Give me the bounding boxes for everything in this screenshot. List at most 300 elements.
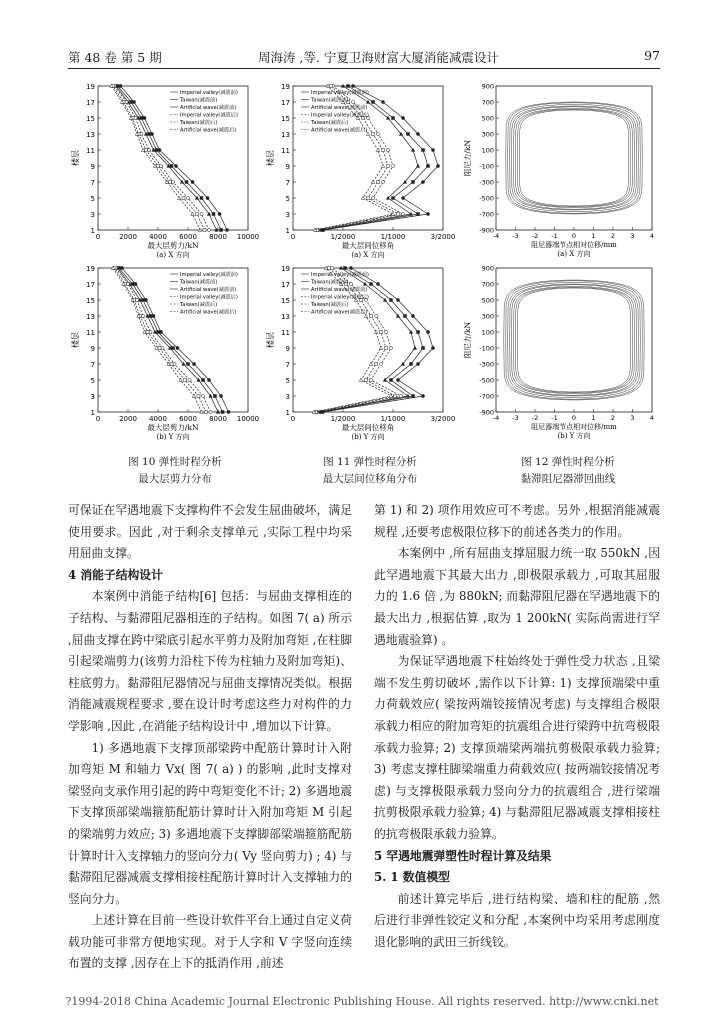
data-point xyxy=(218,212,221,215)
data-point xyxy=(376,282,379,285)
data-point xyxy=(141,148,144,151)
x-tick-label: 2000 xyxy=(119,233,137,241)
data-point xyxy=(149,315,152,318)
data-point xyxy=(379,346,382,349)
hysteresis-loop xyxy=(518,109,631,207)
left-text-column xyxy=(68,500,352,975)
x-tick-label: -1 xyxy=(551,232,558,240)
y-tick-label: 7 xyxy=(285,179,290,187)
right-text-column xyxy=(374,500,660,953)
data-point xyxy=(409,212,412,215)
data-point xyxy=(197,395,200,398)
data-point xyxy=(382,149,385,152)
fig12-caption xyxy=(488,454,648,488)
y-tick-label: 1 xyxy=(90,227,95,235)
legend-entry: Artificial wave(减震后) xyxy=(311,309,368,316)
data-point xyxy=(330,266,333,269)
fig12b-panel xyxy=(462,262,662,442)
y-tick-label: 3 xyxy=(90,393,95,401)
data-point xyxy=(227,410,230,413)
data-point xyxy=(157,331,160,334)
data-point xyxy=(417,213,420,216)
x-tick-label: -4 xyxy=(492,232,500,240)
data-point xyxy=(416,362,419,365)
data-point xyxy=(173,362,176,365)
data-point xyxy=(422,149,425,152)
y-tick-label: -700 xyxy=(479,210,494,219)
data-point xyxy=(416,164,419,167)
data-point xyxy=(367,197,370,200)
x-tick-label: 8000 xyxy=(209,233,227,241)
data-point xyxy=(370,315,373,318)
hysteresis-loop xyxy=(512,106,637,210)
x-tick-label: 8000 xyxy=(209,415,227,423)
y-tick-label: 9 xyxy=(285,345,290,353)
copyright-footer: ?1994-2018 China Academic Journal Electronic Publishing House. All rights reserved. http://www.cnki.net xyxy=(65,995,659,1008)
legend-entry: Artificial wave(减震前) xyxy=(311,105,368,111)
y-tick-label: 11 xyxy=(281,147,290,155)
data-point xyxy=(396,378,399,381)
hysteresis-loop xyxy=(514,107,635,209)
data-point xyxy=(396,298,399,301)
y-tick-label: 3 xyxy=(90,211,95,219)
data-point xyxy=(159,330,162,333)
data-point xyxy=(416,132,419,135)
data-point xyxy=(214,395,217,398)
legend-entry: Taiwan(减震后) xyxy=(180,302,218,308)
data-point xyxy=(399,394,402,397)
body-paragraph: 可保证在罕遇地震下支撑构件不会发生屈曲破坏，满足使用要求。因此 ,对于剩余支撑单元 ,实际工程中均采用屈曲支撑。 xyxy=(68,503,352,561)
body-paragraph: 前述计算完毕后 ,进行结构梁、墙和柱的配筋 ,然后进行非弹性铰定义和分配 ,本案例中均采用考虑刚度退化影响的武田三折线铰。 xyxy=(374,891,660,949)
data-point xyxy=(349,282,352,285)
data-point xyxy=(404,315,407,318)
panel-subtitle: (a) X 方向 xyxy=(557,250,591,258)
data-point xyxy=(381,100,384,103)
data-point xyxy=(134,282,137,285)
y-tick-label: 15 xyxy=(281,115,290,123)
x-tick-label: -2 xyxy=(531,232,539,240)
data-point xyxy=(375,363,378,366)
data-point xyxy=(397,213,400,216)
y-tick-label: 7 xyxy=(285,361,290,369)
data-point xyxy=(131,283,134,286)
data-point xyxy=(379,362,382,365)
data-point xyxy=(374,314,377,317)
legend-entry: Taiwan(减震后) xyxy=(180,120,218,126)
data-point xyxy=(372,101,375,104)
data-point xyxy=(140,132,143,135)
data-point xyxy=(401,212,404,215)
legend-entry: Taiwan(减震后) xyxy=(311,120,349,126)
x-tick-label: 4 xyxy=(649,414,655,422)
data-point xyxy=(171,180,174,183)
data-point xyxy=(219,394,222,397)
data-point xyxy=(207,378,210,381)
y-tick-label: -700 xyxy=(479,392,494,401)
data-point xyxy=(407,133,410,136)
y-tick-label: -500 xyxy=(479,376,494,385)
data-point xyxy=(351,100,354,103)
y-tick-label: 17 xyxy=(281,281,290,289)
data-point xyxy=(370,283,373,286)
y-tick-label: -100 xyxy=(479,344,494,353)
data-point xyxy=(196,213,199,216)
y-tick-label: 300 xyxy=(481,312,494,321)
fig11-caption xyxy=(295,454,445,488)
y-tick-label: 700 xyxy=(481,98,494,107)
fig10-caption xyxy=(100,454,250,488)
y-tick-label: 17 xyxy=(86,281,95,289)
data-point xyxy=(384,330,387,333)
y-tick-label: 17 xyxy=(86,99,95,107)
hysteresis-loop xyxy=(514,286,635,393)
x-tick-label: 0 xyxy=(571,232,577,240)
x-tick-label: 3 xyxy=(630,414,635,422)
y-tick-label: 13 xyxy=(86,313,95,321)
data-point xyxy=(206,196,209,199)
legend-entry: Taiwan(减震前) xyxy=(180,279,218,286)
panel-subtitle: (a) X 方向 xyxy=(156,251,190,259)
x-tick-label: 0 xyxy=(95,415,101,423)
x-tick-label: 2 xyxy=(610,414,616,422)
data-point xyxy=(200,197,203,200)
data-point xyxy=(147,148,150,151)
x-tick-label: 1 xyxy=(591,232,596,240)
x-tick-label: 4 xyxy=(649,232,655,240)
x-tick-label: -2 xyxy=(531,414,539,422)
data-point xyxy=(390,379,393,382)
x-tick-label: 2 xyxy=(610,232,616,240)
y-tick-label: 11 xyxy=(281,329,290,337)
legend-entry: Artificial wave(减震后) xyxy=(180,309,237,316)
legend-entry: Artificial wave(减震前) xyxy=(180,105,237,111)
x-tick-label: 3/2000 xyxy=(430,415,456,423)
data-point xyxy=(411,314,414,317)
plot-frame xyxy=(496,268,652,412)
data-point xyxy=(145,149,148,152)
legend-entry: Artificial wave(减震前) xyxy=(180,287,237,293)
hysteresis-loop xyxy=(510,104,639,211)
data-point xyxy=(421,180,424,183)
data-point xyxy=(209,410,212,413)
hysteresis-loop xyxy=(504,280,644,400)
data-point xyxy=(170,165,173,168)
data-point xyxy=(330,85,333,88)
x-tick-label: 0 xyxy=(95,233,101,241)
y-tick-label: 100 xyxy=(481,146,494,155)
data-point xyxy=(119,84,122,87)
fig10a-panel xyxy=(70,80,265,260)
data-point xyxy=(377,181,380,184)
data-point xyxy=(225,228,228,231)
x-tick-label: -4 xyxy=(492,414,500,422)
y-tick-label: 1 xyxy=(285,227,290,235)
data-point xyxy=(427,165,430,168)
y-axis-label: 楼层 xyxy=(266,332,275,348)
x-tick-label: 0 xyxy=(290,233,296,241)
x-tick-label: 10000 xyxy=(236,415,260,423)
hysteresis-loop xyxy=(516,108,633,207)
data-point xyxy=(366,100,369,103)
panel-subtitle: (b) Y 方向 xyxy=(351,433,385,441)
data-point xyxy=(202,379,205,382)
fig11-caption-line2: 最大层间位移角分布 xyxy=(322,473,418,485)
y-tick-label: 7 xyxy=(90,179,95,187)
data-point xyxy=(188,378,191,381)
hysteresis-loop xyxy=(516,287,633,393)
data-point xyxy=(361,196,364,199)
data-point xyxy=(157,165,160,168)
data-point xyxy=(390,299,393,302)
data-point xyxy=(134,116,137,119)
data-point xyxy=(130,101,133,104)
data-point xyxy=(381,164,384,167)
data-point xyxy=(172,347,175,350)
y-tick-label: 11 xyxy=(86,329,95,337)
x-tick-label: -3 xyxy=(512,232,519,240)
y-tick-label: 19 xyxy=(86,83,95,91)
data-point xyxy=(207,228,210,231)
data-point xyxy=(406,394,409,397)
data-point xyxy=(351,84,354,87)
y-tick-label: 5 xyxy=(90,195,95,203)
data-point xyxy=(426,330,429,333)
y-tick-label: 9 xyxy=(90,163,95,171)
hysteresis-loop xyxy=(519,110,628,206)
legend-entry: Artificial wave(减震前) xyxy=(311,287,368,293)
legend-entry: Taiwan(减震后) xyxy=(311,302,349,308)
data-point xyxy=(176,346,179,349)
data-point xyxy=(412,181,415,184)
data-point xyxy=(200,212,203,215)
hysteresis-loop xyxy=(512,285,637,395)
x-axis-label: 阻尼器端节点相对位移/mm xyxy=(531,423,617,431)
data-point xyxy=(185,181,188,184)
fig11a-panel xyxy=(265,80,460,260)
data-point xyxy=(426,212,429,215)
y-axis-label: 楼层 xyxy=(71,150,80,166)
data-point xyxy=(421,394,424,397)
body-paragraph: 为保证罕遇地震下柱始终处于弹性受力状态 ,且梁端不发生剪切破坏 ,需作以下计算: 1) 支撑顶端梁中重力荷载效应( 梁按两端铰接情况考虑) 与支撑组合极限承载力相应的附加弯矩的抗震组合进行梁跨中抗弯极限承载力验算; 2) 支撑顶端梁两端抗剪极限承载力验算; 3) 考虑支撑柱脚梁端重力荷载效应( 按两端铰接情况考虑) 与支撑极限承载力竖向分力的抗震组合 ,进行梁端抗剪极限承载力验算; 4) 与黏滞阻尼器减震支撑相接柱的抗弯极限承载力验算。 xyxy=(374,654,660,841)
section-heading: 5 罕遇地震弹塑性时程计算及结果 xyxy=(374,848,552,863)
legend-entry: Imperial valley(减震前) xyxy=(311,90,369,96)
data-point xyxy=(221,411,224,414)
panel-subtitle: (b) Y 方向 xyxy=(557,432,591,440)
y-axis-label: 阻尼力/kN xyxy=(463,321,472,359)
data-point xyxy=(141,314,144,317)
legend-entry: Artificial wave(减震后) xyxy=(311,127,368,134)
data-point xyxy=(347,85,350,88)
data-point xyxy=(431,346,434,349)
y-tick-label: 13 xyxy=(86,131,95,139)
x-tick-label: 3 xyxy=(630,232,635,240)
y-tick-label: -500 xyxy=(479,194,494,203)
x-tick-label: 6000 xyxy=(179,233,197,241)
x-tick-label: -3 xyxy=(512,414,519,422)
y-tick-label: -900 xyxy=(479,408,494,417)
data-point xyxy=(401,116,404,119)
x-tick-label: 1/2000 xyxy=(330,233,356,241)
data-point xyxy=(369,378,372,381)
y-tick-label: 9 xyxy=(90,345,95,353)
data-point xyxy=(120,266,123,269)
legend-entry: Imperial valley(减震前) xyxy=(311,272,369,278)
y-tick-label: -300 xyxy=(479,178,494,187)
y-tick-label: 1 xyxy=(90,409,95,417)
data-point xyxy=(186,196,189,199)
data-point xyxy=(170,363,173,366)
fig12-caption-line1: 图 12 弹性时程分析 xyxy=(521,456,615,468)
data-point xyxy=(144,132,147,135)
data-point xyxy=(142,299,145,302)
panel-subtitle: (a) X 方向 xyxy=(351,251,385,259)
section-heading: 5. 1 数值模型 xyxy=(374,870,450,885)
data-point xyxy=(144,298,147,301)
data-point xyxy=(135,298,138,301)
y-tick-label: 900 xyxy=(481,264,494,273)
hysteresis-loop xyxy=(506,281,643,399)
data-point xyxy=(153,164,156,167)
fig10-caption-line2: 最大层剪力分布 xyxy=(138,473,212,485)
fig10-caption-line1: 图 10 弹性时程分析 xyxy=(128,456,222,468)
y-tick-label: 17 xyxy=(281,99,290,107)
y-tick-label: 500 xyxy=(481,296,494,305)
data-point xyxy=(386,148,389,151)
data-point xyxy=(220,229,223,232)
page-number: 97 xyxy=(644,48,660,63)
data-point xyxy=(146,331,149,334)
y-tick-label: 15 xyxy=(86,115,95,123)
data-point xyxy=(143,116,146,119)
legend-entry: Taiwan(减震前) xyxy=(311,279,349,286)
data-point xyxy=(371,196,374,199)
data-point xyxy=(365,379,368,382)
data-point xyxy=(191,180,194,183)
y-tick-label: 3 xyxy=(285,393,290,401)
data-point xyxy=(422,347,425,350)
volume-issue: 第 48 卷 第 5 期 xyxy=(68,50,162,65)
data-point xyxy=(392,117,395,120)
data-point xyxy=(155,346,158,349)
x-tick-label: 0 xyxy=(290,415,296,423)
legend-entry: Imperial valley(减震后) xyxy=(311,112,369,119)
x-tick-label: -1 xyxy=(551,414,558,422)
x-axis-label: 阻尼器端节点相对位移/mm xyxy=(531,241,617,249)
y-tick-label: 5 xyxy=(285,377,290,385)
y-tick-label: 300 xyxy=(481,130,494,139)
hysteresis-loop xyxy=(508,282,641,397)
y-tick-label: 19 xyxy=(86,265,95,273)
y-tick-label: 19 xyxy=(281,83,290,91)
data-point xyxy=(152,314,155,317)
x-axis-label: 最大层剪力/kN xyxy=(147,423,199,432)
data-point xyxy=(394,395,397,398)
legend-entry: Imperial valley(减震后) xyxy=(180,294,238,301)
data-point xyxy=(363,282,366,285)
body-paragraph: 本案例中消能子结构[6] 包括：与屈曲支撑相连的子结构、与黏滞阻尼器相连的子结构。如图 7( a) 所示 ,屈曲支撑在跨中梁底引起水平剪力及附加弯矩 ,在柱脚引起梁端剪力(该剪力沿柱下传为柱轴力及附加弯矩)、柱底剪力。黏滞阻尼器情况与屈曲支撑情况类似。根据消能减震规程要求 ,要在设计时考虑这些力对构件的力学影响 ,因此 ,在消能子结构设计中 ,增加以下计算。 xyxy=(68,589,352,733)
y-tick-label: 500 xyxy=(481,114,494,123)
data-point xyxy=(169,181,172,184)
hysteresis-loop xyxy=(518,288,631,392)
data-point xyxy=(150,132,153,135)
y-tick-label: 100 xyxy=(481,328,494,337)
x-tick-label: 0 xyxy=(571,414,577,422)
data-point xyxy=(212,213,215,216)
legend-entry: Imperial valley(减震前) xyxy=(180,90,238,96)
y-tick-label: 3 xyxy=(285,211,290,219)
data-point xyxy=(161,346,164,349)
data-point xyxy=(203,229,206,232)
fig12a-panel xyxy=(462,80,662,260)
legend-entry: Imperial valley(减震后) xyxy=(180,112,238,119)
x-tick-label: 1/2000 xyxy=(330,415,356,423)
data-point xyxy=(372,133,375,136)
data-point xyxy=(410,363,413,366)
data-point xyxy=(146,314,149,317)
data-point xyxy=(385,347,388,350)
data-point xyxy=(391,164,394,167)
y-tick-label: 5 xyxy=(285,195,290,203)
fig10b-panel xyxy=(70,262,265,442)
x-tick-label: 10000 xyxy=(236,233,260,241)
y-tick-label: -900 xyxy=(479,226,494,235)
data-point xyxy=(158,347,161,350)
y-tick-label: 13 xyxy=(281,313,290,321)
data-point xyxy=(389,394,392,397)
data-point xyxy=(389,346,392,349)
y-tick-label: 1 xyxy=(285,409,290,417)
data-point xyxy=(149,330,152,333)
x-tick-label: 2000 xyxy=(119,415,137,423)
x-tick-label: 1/1000 xyxy=(380,233,406,241)
data-point xyxy=(132,100,135,103)
fig11-caption-line1: 图 11 弹性时程分析 xyxy=(323,456,417,468)
data-point xyxy=(376,132,379,135)
y-tick-label: -300 xyxy=(479,360,494,369)
y-axis-label: 楼层 xyxy=(266,150,275,166)
y-tick-label: 15 xyxy=(86,297,95,305)
x-tick-label: 4000 xyxy=(149,415,167,423)
y-tick-label: 900 xyxy=(481,82,494,91)
x-axis-label: 最大层间位移角 xyxy=(341,241,395,250)
x-tick-label: 3/2000 xyxy=(430,233,456,241)
data-point xyxy=(359,378,362,381)
y-tick-label: 7 xyxy=(90,361,95,369)
x-tick-label: 1 xyxy=(591,414,596,422)
data-point xyxy=(401,196,404,199)
data-point xyxy=(413,346,416,349)
fig11b-panel xyxy=(265,262,460,442)
y-axis-label: 阻尼力/kN xyxy=(463,139,472,177)
legend-entry: Taiwan(减震前) xyxy=(311,97,349,104)
hysteresis-loop xyxy=(506,102,643,214)
data-point xyxy=(387,165,390,168)
y-axis-label: 楼层 xyxy=(71,332,80,348)
data-point xyxy=(182,197,185,200)
x-axis-label: 最大层间位移角 xyxy=(341,423,395,432)
body-paragraph: 上述计算在目前一些设计软件平台上通过自定义荷载功能可非常方便地实现。对于人字和 V 字竖向连续布置的支撑 ,因存在上下的抵消作用 ,前述 xyxy=(68,913,352,971)
data-point xyxy=(192,362,195,365)
data-point xyxy=(140,117,143,120)
legend-entry: Taiwan(减震前) xyxy=(180,97,218,104)
data-point xyxy=(184,379,187,382)
data-point xyxy=(436,164,439,167)
y-tick-label: -100 xyxy=(479,162,494,171)
data-point xyxy=(152,148,155,151)
data-point xyxy=(158,148,161,151)
running-title: 周海涛 ,等. 宁夏卫海财富大厦消能减震设计 xyxy=(258,50,499,65)
data-point xyxy=(380,331,383,334)
